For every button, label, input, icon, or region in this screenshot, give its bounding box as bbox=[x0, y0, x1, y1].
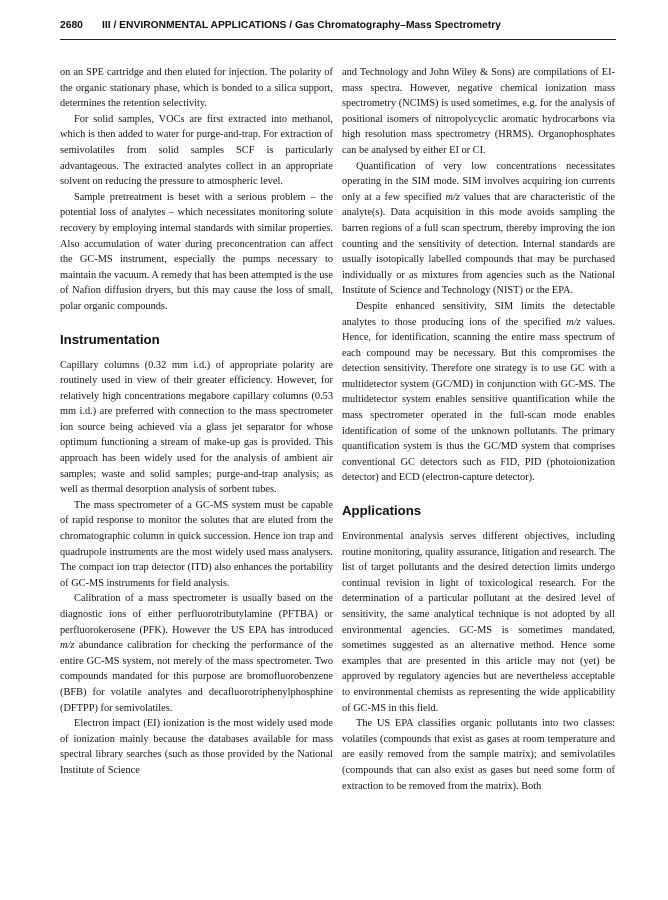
section-heading-instrumentation: Instrumentation bbox=[60, 331, 160, 347]
calibration-text-a: Calibration of a mass spectrometer is usually based on the diagnostic ions of either perfluorotributylamine (PFTBA) or perfluorokerosene (PFK). However the US EPA has introduced bbox=[60, 593, 333, 636]
left-column bbox=[60, 65, 333, 779]
running-header bbox=[60, 20, 616, 36]
paragraph-solid-samples: For solid samples, VOCs are first extracted into methanol, which is then added to water for purge-and-trap. For extraction of semivolatiles from solid samples SCF is particularly advantageous. The extracted analytes collect in an appropriate solvent on reducing the pressure to atmospheric level. bbox=[60, 113, 333, 188]
section-heading-applications: Applications bbox=[342, 503, 422, 519]
paragraph-environmental-analysis: Environmental analysis serves different objectives, including routine monitoring, quality assurance, litigation and research. The list of target pollutants and the desired detection limits undergo continual revision in light of toxicological research. For the determination of a particular pollutant at the desired level of sensitivity, the same analytical technique is not adopted by all environmental agencies. GC-MS is sometimes mandated, sometimes suggested as an alternative method. Hence some examples that are presented in this article may not (yet) be approved by regulatory agencies but are nevertheless acceptable to environmental chemists as representing the wide applicability of GC-MS in this field. bbox=[342, 531, 615, 714]
calibration-text-b: abundance calibration for checking the performance of the entire GC-MS system, not merely of the mass spectrometer. Two compounds mandated for this purpose are bromofluorobenzene (BFB) for volatile analytes and decafluorotriphenylphosphine (DFTPP) for semivolatiles. bbox=[60, 640, 333, 714]
paragraph-capillary-columns: Capillary columns (0.32 mm i.d.) of appropriate polarity are routinely used in view of their greater efficiency. However, for relatively high concentrations megabore capillary columns (0.53 mm i.d.) are preferred with connection to the mass spectrometer ion source being achieved via a glass jet separator for whose optimum functioning a stream of make-up gas is provided. This approach has been widely used for the analysis of ambient air samples; waste and solid samples; purge-and-trap analysis; as well as thermal desorption analysis of sorbent tubes. bbox=[60, 359, 333, 496]
mz-symbol: m/z bbox=[445, 191, 460, 203]
paragraph-ei-spectra: and Technology and John Wiley & Sons) are compilations of EI-mass spectra. However, negative chemical ionization mass spectrometry (NCIMS) is used sometimes, e.g. for the analysis of positional isomers of nitropolycyclic aromatic hydrocarbons via high resolution mass spectrometry (HRMS). Organophosphates can be analysed by either EI or CI. bbox=[342, 67, 615, 156]
mz-symbol: m/z bbox=[60, 640, 75, 652]
paragraph-sample-pretreatment: Sample pretreatment is beset with a serious problem – the potential loss of analytes – which necessitates monitoring solute recovery by employing internal standards with similar properties. Also accumulation of water during preconcentration can affect the GC-MS instrument, especially the pumps necessary to maintain the vacuum. A remedy that has been attempted is the use of Nafion diffusion dryers, but this may cause the loss of small, polar organic compounds. bbox=[60, 191, 333, 312]
page-number: 2680 bbox=[60, 20, 83, 31]
mz-symbol: m/z bbox=[566, 316, 581, 328]
paragraph-quantification bbox=[342, 159, 615, 299]
quantification-text-a: Quantification of very low concentrations necessitates operating in the SIM mode. SIM involves acquiring ion currents only at a few specified bbox=[342, 160, 615, 203]
paragraph-electron-impact: Electron impact (EI) ionization is the most widely used mode of ionization mainly because the databases available for mass spectral library searches (such as those provided by the National Institute of Science bbox=[60, 718, 333, 776]
paragraph-mass-spectrometer: The mass spectrometer of a GC-MS system must be capable of rapid response to monitor the solutes that are eluted from the chromatographic column in quick succession. Hence ion trap and quadrupole instruments are the most widely used mass analysers. The compact ion trap detector (ITD) also enhances the portability of GC-MS instruments for field analysis. bbox=[60, 499, 333, 589]
running-title: III / ENVIRONMENTAL APPLICATIONS / Gas Chromatography–Mass Spectrometry bbox=[102, 20, 501, 31]
paragraph-us-epa-classification: The US EPA classifies organic pollutants into two classes: volatiles (compounds that exist as gases at room temperature and are easily removed from the sample matrix); and semivolatiles (compounds that can also exist as gases but need some form of extraction to be removed from the matrix). Both bbox=[342, 718, 615, 792]
sim-text-a: Despite enhanced sensitivity, SIM limits the detectable analytes to those producing ions of the specified bbox=[342, 300, 615, 328]
right-column bbox=[342, 65, 615, 794]
paragraph-spe-cartridge: on an SPE cartridge and then eluted for injection. The polarity of the organic stationary phase, which is bonded to a silica support, determines the retention selectivity. bbox=[60, 67, 333, 110]
header-rule bbox=[60, 39, 616, 40]
paragraph-calibration bbox=[60, 591, 333, 716]
sim-text-b: values. Hence, for identification, scanning the entire mass spectrum of each compound may be necessary. But this compromises the detection sensitivity. Therefore one strategy is to use GC with a multidetector system (GC/MD) in conjunction with GC-MS. The multidetector system enables sensitive quantification while the mass spectrometer operated in the full-scan mode enables identification of some of the unknown pollutants. The primary quantification system is thus the GC/MD system that comprises conventional GC detectors such as FID, PID (photoionization detector) and ECD (electron-capture detector). bbox=[342, 316, 615, 484]
paragraph-sim-sensitivity bbox=[342, 299, 615, 486]
quantification-text-b: values that are characteristic of the analyte(s). Data acquisition in this mode avoids sampling the barren regions of a full scan spectrum, thereby improving the ion counting and the sensitivity of detection. Internal standards are usually isotopically labelled compounds that may be purchased individually or as mixtures from agencies such as the National Institute of Science and Technology (NIST) or the EPA. bbox=[342, 191, 615, 297]
